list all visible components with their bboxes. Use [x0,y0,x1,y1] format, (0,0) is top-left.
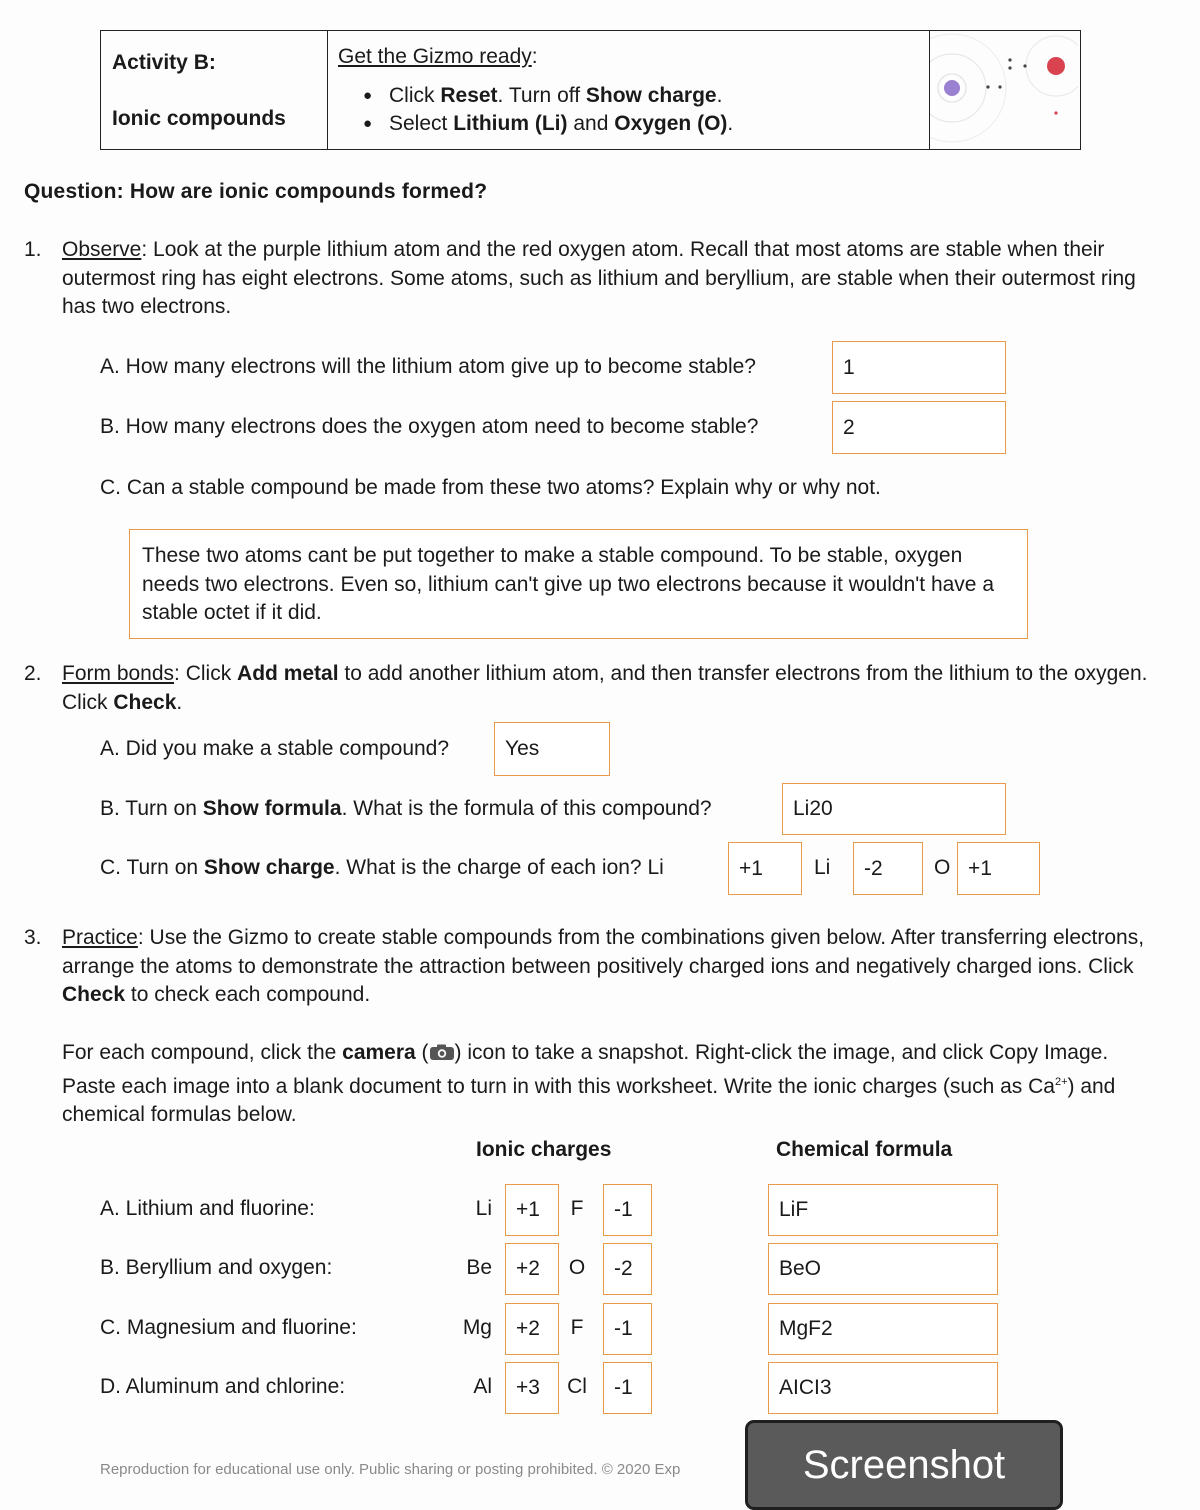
practice-charge-1-field[interactable]: +3 [505,1362,559,1414]
q1-text [62,236,1162,322]
q3-keyword: Practice [62,926,138,949]
q2c-part-1: Show charge [203,856,335,879]
practice-row-label: D. Aluminum and chlorine: [100,1375,346,1398]
bullet2-part-4: . [727,112,734,135]
q2c-li-charge-field[interactable]: +1 [728,842,802,895]
practice-row-label: A. Lithium and fluorine: [100,1197,315,1220]
q3-text-part-2: to check each compound. [125,983,371,1006]
bullet2-part-1: Lithium (Li) [453,112,568,135]
q2b-part-2: . What is the formula of this compound? [341,797,712,820]
activity-label: Activity B: [112,51,216,74]
gizmo-thumbnail [929,31,1080,149]
q1-number: 1. [24,238,42,261]
practice-charge-1-field[interactable]: +2 [505,1243,559,1295]
practice-element-1: Li [475,1197,492,1220]
bullet1-part-4: . [716,84,723,107]
q3-number: 3. [24,926,42,949]
q1-body: : Look at the purple lithium atom and the red oxygen atom. Recall that most atoms are stable when their outermost ring has eight electrons. Some atoms, such as lithium and beryllium, are stable when their outermost ring has two electrons. [62,238,1136,318]
bullet2-part-2: and [567,112,615,135]
instruction-bullet-1 [363,82,918,110]
q2-text-part-0: : Click [174,662,238,685]
atom-diagram-image [930,31,1078,148]
practice-charge-2-field[interactable]: -1 [603,1303,652,1355]
q1a-answer-field[interactable]: 1 [832,341,1006,394]
q2b-answer-field[interactable]: Li20 [782,783,1006,835]
bullet1-part-1: Reset [440,84,498,107]
q2-text [62,660,1162,717]
camera-icon [429,1041,455,1058]
q3-text [62,924,1162,1010]
q2b-label [100,797,712,821]
footer-notice: Reproduction for educational use only. Public sharing or posting prohibited. © 2020 Exp [100,1461,681,1478]
bullet2-part-3: Oxygen (O) [614,112,728,135]
q2a-answer-field[interactable]: Yes [494,722,610,776]
q1c-label: C. Can a stable compound be made from these two atoms? Explain why or why not. [100,476,881,499]
chemical-formula-header: Chemical formula [776,1138,953,1161]
q1b-answer-field[interactable]: 2 [832,401,1006,454]
q3-text-part-1: Check [62,983,126,1006]
q2b-part-1: Show formula [202,797,342,820]
q3-instr-b: ( [415,1041,429,1064]
q2c-li2-charge-field[interactable]: -2 [853,842,923,895]
practice-formula-field[interactable]: LiF [768,1184,998,1236]
q2b-part-0: B. Turn on [100,797,203,820]
practice-element-2: O [568,1256,586,1279]
practice-element-2: Cl [567,1375,587,1398]
ionic-charges-header: Ionic charges [476,1138,612,1161]
practice-element-2: F [570,1316,584,1339]
q1b-label: B. How many electrons does the oxygen atom need to become stable? [100,415,759,438]
q2c-label [100,856,664,880]
practice-formula-field[interactable]: AICI3 [768,1362,998,1414]
oxygen-atom [1047,57,1065,75]
activity-header-table [100,30,1081,150]
q2a-label: A. Did you make a stable compound? [100,737,450,760]
question-heading: Question: How are ionic compounds formed? [24,180,488,203]
colon: : [531,45,538,68]
q3-text-part-0: : Use the Gizmo to create stable compounds from the combinations given below. After transferring electrons, arrange the atoms to demonstrate the attraction between positively charged ions and negatively charged ions. Click [62,926,1145,978]
q2-text-part-4: . [176,690,183,714]
q2c-part-0: C. Turn on [100,856,204,879]
q2c-part-2: . What is the charge of each ion? Li [334,856,664,879]
q3-instructions [62,1039,1162,1130]
q3-instr-sup: 2+ [1054,1075,1068,1088]
q2-text-part-1: Add metal [237,662,339,685]
q1-keyword: Observe [62,238,142,261]
practice-charge-2-field[interactable]: -2 [603,1243,652,1295]
practice-charge-2-field[interactable]: -1 [603,1184,652,1236]
q2-number: 2. [24,662,42,685]
instruction-bullet-2 [363,110,918,138]
practice-charge-1-field[interactable]: +1 [505,1184,559,1236]
q2-keyword: Form bonds [62,662,175,685]
practice-charge-2-field[interactable]: -1 [603,1362,652,1414]
bullet2-part-0: Select [389,112,454,135]
q3-instr-d: ) and chemical formulas below. [62,1074,1116,1126]
activity-topic: Ionic compounds [112,107,286,130]
q2-text-part-3: Check [113,690,177,714]
screenshot-button[interactable]: Screenshot [745,1420,1063,1510]
q2c-li2-label: Li [814,856,831,879]
practice-formula-field[interactable]: MgF2 [768,1303,998,1355]
q2c-o-label: O [934,856,951,879]
bullet1-part-3: Show charge [585,84,717,107]
practice-row-label: C. Magnesium and fluorine: [100,1316,357,1339]
q3-instr-c: ) icon to take a snapshot. Right-click the image, and click Copy Image. Paste each image into a blank document to turn in with this worksheet. Write the ionic charges (such as Ca [62,1041,1109,1098]
practice-formula-field[interactable]: BeO [768,1243,998,1295]
practice-element-1: Be [466,1256,492,1279]
q2-text-part-2: to add another lithium atom, and then transfer electrons from the lithium to the oxygen. Click [62,662,1148,714]
practice-element-1: Al [473,1375,492,1398]
q3-instr-a: For each compound, click the [62,1041,343,1064]
bullet1-part-2: . Turn off [497,84,586,107]
activity-cell [101,31,328,149]
q1a-label: A. How many electrons will the lithium atom give up to become stable? [100,355,756,378]
practice-element-2: F [570,1197,584,1220]
bullet1-part-0: Click [389,84,441,107]
practice-charge-1-field[interactable]: +2 [505,1303,559,1355]
lithium-atom [944,80,960,96]
q3-camera-word: camera [342,1041,416,1064]
q2c-o-charge-field[interactable]: +1 [957,842,1040,895]
practice-row-label: B. Beryllium and oxygen: [100,1256,333,1279]
q1c-answer-field[interactable]: These two atoms cant be put together to make a stable compound. To be stable, oxygen needs two electrons. Even so, lithium can't give up two electrons because it wouldn't have a stable octet if it did. [129,529,1028,639]
gizmo-ready-title: Get the Gizmo ready [338,45,532,68]
gizmo-instructions [338,43,918,138]
practice-element-1: Mg [462,1316,492,1339]
